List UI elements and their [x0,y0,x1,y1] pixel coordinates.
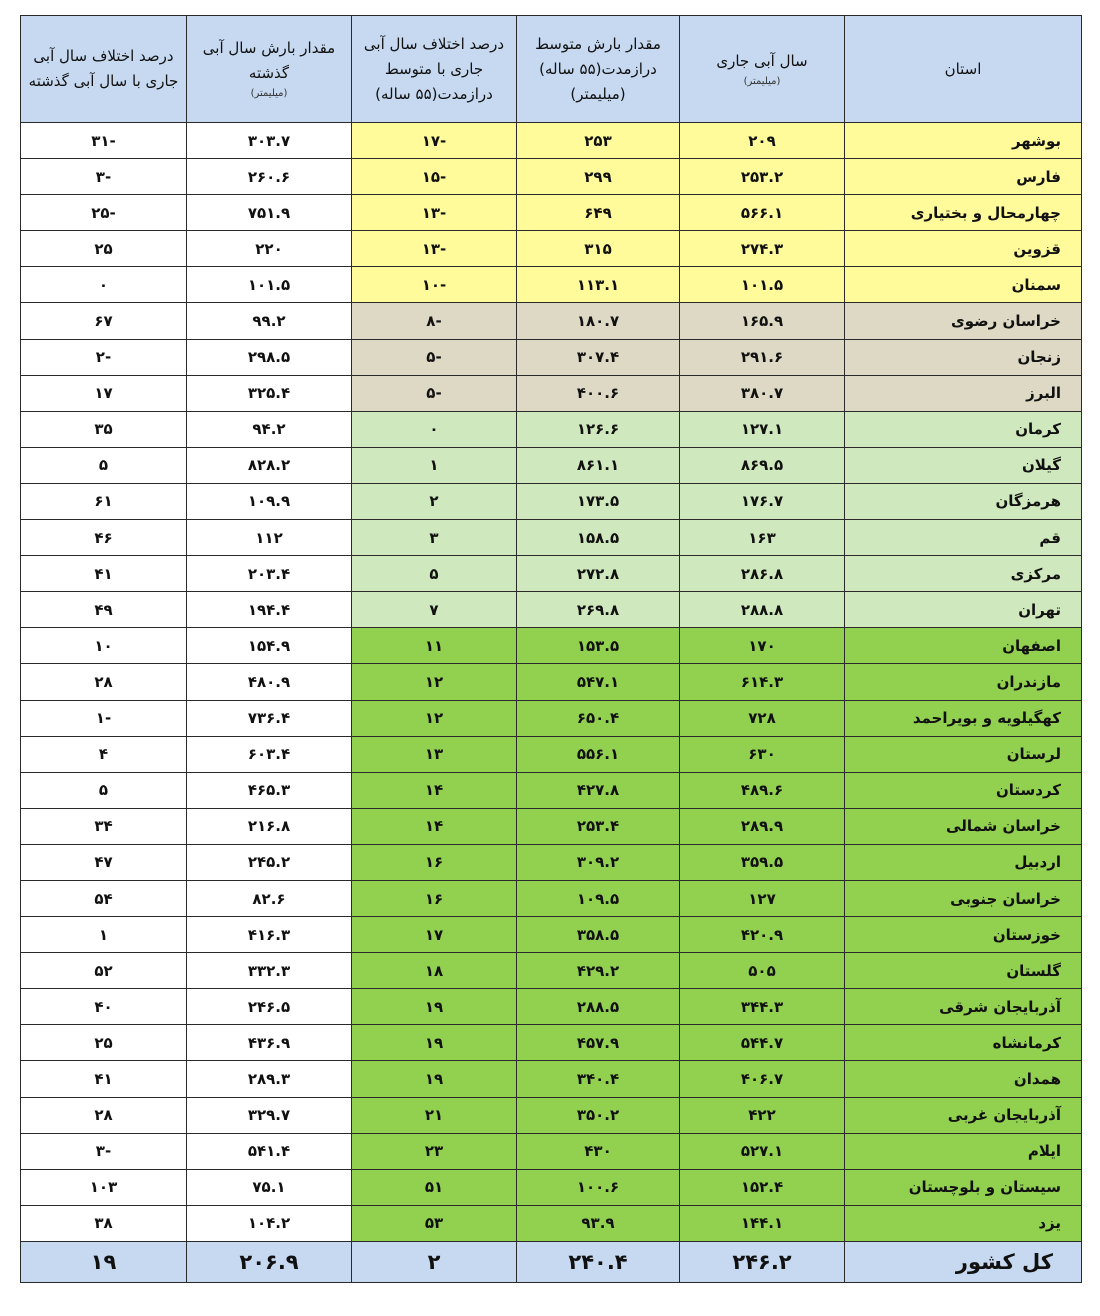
cell-diff-longterm: ۱۱ [352,628,517,664]
cell-current-year: ۴۲۰.۹ [680,917,845,953]
table-body [21,123,1082,1283]
cell-province: سیستان و بلوچستان [845,1169,1082,1205]
cell-last-year: ۱۰۱.۵ [187,267,352,303]
cell-province: بوشهر [845,123,1082,159]
cell-last-year: ۵۴۱.۴ [187,1133,352,1169]
table-row [21,628,1082,664]
cell-province: مرکزی [845,556,1082,592]
cell-diff-longterm: -۱۳ [352,195,517,231]
table-row [21,411,1082,447]
table-row [21,1025,1082,1061]
cell-current-year: ۸۶۹.۵ [680,447,845,483]
cell-longterm: ۴۲۹.۲ [517,953,680,989]
table-row [21,664,1082,700]
table-row [21,1061,1082,1097]
cell-province: کردستان [845,772,1082,808]
cell-last-year: ۲۴۶.۵ [187,989,352,1025]
header-province: استان [845,16,1082,123]
cell-last-year: ۱۰۹.۹ [187,483,352,519]
header-row [21,16,1082,123]
cell-current-year: ۱۷۶.۷ [680,483,845,519]
cell-diff-longterm: ۱۲ [352,700,517,736]
table-row [21,880,1082,916]
cell-longterm: ۵۴۷.۱ [517,664,680,700]
cell-last-year: ۳۲۵.۴ [187,375,352,411]
cell-longterm: ۱۰۰.۶ [517,1169,680,1205]
cell-longterm: ۱۵۳.۵ [517,628,680,664]
cell-diff-last-year: ۱۰ [21,628,187,664]
cell-last-year: ۲۴۵.۲ [187,844,352,880]
cell-longterm: ۳۱۵ [517,231,680,267]
table-row [21,375,1082,411]
cell-current-year: ۲۰۹ [680,123,845,159]
cell-diff-longterm: ۲۳ [352,1133,517,1169]
cell-current-year: ۱۷۰ [680,628,845,664]
cell-diff-last-year: ۴۶ [21,520,187,556]
cell-current-year: ۷۲۸ [680,700,845,736]
cell-current-year: ۲۵۳.۲ [680,159,845,195]
table-row [21,159,1082,195]
cell-current-year: ۴۰۶.۷ [680,1061,845,1097]
cell-current-year: ۶۳۰ [680,736,845,772]
cell-last-year: ۱۹۴.۴ [187,592,352,628]
cell-last-year: ۸۲۸.۲ [187,447,352,483]
cell-longterm: ۲۵۳.۴ [517,808,680,844]
cell-province: آذربایجان شرقی [845,989,1082,1025]
cell-diff-last-year: ۴۱ [21,556,187,592]
cell-diff-longterm: ۱۹ [352,989,517,1025]
cell-longterm: ۲۹۹ [517,159,680,195]
cell-longterm: ۳۵۸.۵ [517,917,680,953]
cell-diff-longterm: ۱۴ [352,808,517,844]
cell-diff-longterm: ۲۱ [352,1097,517,1133]
cell-diff-longterm: -۱۳ [352,231,517,267]
cell-diff-longterm: ۰ [352,411,517,447]
cell-diff-longterm: ۱۶ [352,880,517,916]
cell-diff-longterm: ۱۹ [352,1061,517,1097]
cell-last-year: ۸۲.۶ [187,880,352,916]
table-row [21,808,1082,844]
cell-province: فارس [845,159,1082,195]
cell-diff-last-year: ۲۵ [21,231,187,267]
cell-diff-longterm: -۸ [352,303,517,339]
total-row [21,1241,1082,1282]
cell-province: همدان [845,1061,1082,1097]
cell-diff-longterm: ۵ [352,556,517,592]
cell-diff-last-year: -۲ [21,339,187,375]
cell-last-year: ۴۱۶.۳ [187,917,352,953]
cell-longterm: ۲۵۳ [517,123,680,159]
table-row [21,700,1082,736]
cell-last-year: ۱۵۴.۹ [187,628,352,664]
cell-diff-last-year: ۴۷ [21,844,187,880]
total-cell-province: کل کشور [845,1241,1082,1282]
cell-diff-last-year: ۲۵ [21,1025,187,1061]
cell-province: خراسان رضوی [845,303,1082,339]
cell-province: لرستان [845,736,1082,772]
cell-longterm: ۳۴۰.۴ [517,1061,680,1097]
cell-current-year: ۶۱۴.۳ [680,664,845,700]
cell-diff-last-year: -۲۵ [21,195,187,231]
table-row [21,556,1082,592]
cell-diff-last-year: ۰ [21,267,187,303]
cell-diff-longterm: ۵۳ [352,1205,517,1241]
cell-diff-last-year: ۲۸ [21,1097,187,1133]
cell-diff-longterm: ۱۷ [352,917,517,953]
table-row [21,447,1082,483]
cell-province: کرمانشاه [845,1025,1082,1061]
cell-diff-last-year: ۳۴ [21,808,187,844]
total-cell-current-year: ۲۴۶.۲ [680,1241,845,1282]
cell-province: آذربایجان غربی [845,1097,1082,1133]
table-row [21,592,1082,628]
table-row [21,195,1082,231]
cell-longterm: ۱۱۳.۱ [517,267,680,303]
cell-diff-last-year: ۵۲ [21,953,187,989]
cell-last-year: ۳۰۳.۷ [187,123,352,159]
cell-current-year: ۵۲۷.۱ [680,1133,845,1169]
cell-longterm: ۴۳۰ [517,1133,680,1169]
cell-current-year: ۲۷۴.۳ [680,231,845,267]
precipitation-table [20,15,1082,1283]
cell-diff-longterm: ۱۶ [352,844,517,880]
cell-current-year: ۱۶۳ [680,520,845,556]
cell-current-year: ۲۸۸.۸ [680,592,845,628]
cell-diff-longterm: ۷ [352,592,517,628]
cell-current-year: ۴۸۹.۶ [680,772,845,808]
cell-province: مازندران [845,664,1082,700]
cell-last-year: ۳۳۲.۳ [187,953,352,989]
table-row [21,844,1082,880]
cell-province: هرمزگان [845,483,1082,519]
cell-province: خوزستان [845,917,1082,953]
total-cell-last-year: ۲۰۶.۹ [187,1241,352,1282]
cell-diff-last-year: ۱۰۳ [21,1169,187,1205]
cell-last-year: ۹۹.۲ [187,303,352,339]
header-current-year: سال آبی جاری (میلیمتر) [680,16,845,123]
cell-longterm: ۳۰۷.۴ [517,339,680,375]
cell-last-year: ۲۸۹.۳ [187,1061,352,1097]
cell-last-year: ۷۳۶.۴ [187,700,352,736]
cell-diff-last-year: ۳۸ [21,1205,187,1241]
cell-current-year: ۳۸۰.۷ [680,375,845,411]
total-cell-diff-last-year: ۱۹ [21,1241,187,1282]
cell-longterm: ۱۰۹.۵ [517,880,680,916]
cell-province: یزد [845,1205,1082,1241]
cell-diff-last-year: ۱ [21,917,187,953]
table-row [21,231,1082,267]
cell-diff-last-year: ۴۹ [21,592,187,628]
cell-diff-last-year: ۴۰ [21,989,187,1025]
cell-province: تهران [845,592,1082,628]
cell-diff-last-year: ۴۱ [21,1061,187,1097]
table-row [21,1133,1082,1169]
cell-current-year: ۲۹۱.۶ [680,339,845,375]
cell-current-year: ۴۲۲ [680,1097,845,1133]
table-row [21,1169,1082,1205]
cell-diff-longterm: ۲ [352,483,517,519]
cell-last-year: ۳۲۹.۷ [187,1097,352,1133]
cell-diff-longterm: -۱۵ [352,159,517,195]
header-last-year: مقدار بارش سال آبی گذشته (میلیمتر) [187,16,352,123]
table-row [21,303,1082,339]
cell-last-year: ۱۱۲ [187,520,352,556]
cell-longterm: ۳۰۹.۲ [517,844,680,880]
cell-diff-last-year: -۱ [21,700,187,736]
cell-diff-longterm: -۱۰ [352,267,517,303]
cell-diff-last-year: ۵ [21,447,187,483]
cell-current-year: ۲۸۹.۹ [680,808,845,844]
cell-last-year: ۱۰۴.۲ [187,1205,352,1241]
cell-last-year: ۲۲۰ [187,231,352,267]
table-row [21,917,1082,953]
cell-longterm: ۸۶۱.۱ [517,447,680,483]
cell-current-year: ۵۴۴.۷ [680,1025,845,1061]
cell-diff-last-year: -۳۱ [21,123,187,159]
cell-diff-last-year: ۴ [21,736,187,772]
cell-longterm: ۲۶۹.۸ [517,592,680,628]
cell-longterm: ۴۰۰.۶ [517,375,680,411]
cell-current-year: ۵۰۵ [680,953,845,989]
cell-province: اردبیل [845,844,1082,880]
cell-current-year: ۱۵۲.۴ [680,1169,845,1205]
cell-longterm: ۹۳.۹ [517,1205,680,1241]
header-diff-last-year: درصد اختلاف سال آبی جاری با سال آبی گذشته [21,16,187,123]
cell-diff-last-year: ۶۱ [21,483,187,519]
cell-last-year: ۹۴.۲ [187,411,352,447]
cell-diff-last-year: ۳۵ [21,411,187,447]
table-row [21,1097,1082,1133]
cell-longterm: ۳۵۰.۲ [517,1097,680,1133]
cell-diff-last-year: ۵۴ [21,880,187,916]
cell-diff-last-year: ۲۸ [21,664,187,700]
table-row [21,339,1082,375]
cell-longterm: ۴۲۷.۸ [517,772,680,808]
cell-current-year: ۱۲۷ [680,880,845,916]
cell-current-year: ۱۴۴.۱ [680,1205,845,1241]
cell-province: خراسان جنوبی [845,880,1082,916]
table-row [21,989,1082,1025]
cell-current-year: ۱۰۱.۵ [680,267,845,303]
total-cell-longterm: ۲۴۰.۴ [517,1241,680,1282]
cell-province: گلستان [845,953,1082,989]
cell-current-year: ۱۶۵.۹ [680,303,845,339]
table-row [21,736,1082,772]
cell-current-year: ۵۶۶.۱ [680,195,845,231]
cell-longterm: ۲۸۸.۵ [517,989,680,1025]
cell-current-year: ۳۴۴.۳ [680,989,845,1025]
table-row [21,267,1082,303]
cell-diff-last-year: -۳ [21,159,187,195]
table-row [21,953,1082,989]
table-row [21,772,1082,808]
cell-longterm: ۶۴۹ [517,195,680,231]
cell-last-year: ۶۰۳.۴ [187,736,352,772]
cell-province: سمنان [845,267,1082,303]
cell-last-year: ۴۶۵.۳ [187,772,352,808]
cell-longterm: ۵۵۶.۱ [517,736,680,772]
cell-province: قزوین [845,231,1082,267]
cell-diff-longterm: -۵ [352,375,517,411]
cell-diff-longterm: -۵ [352,339,517,375]
header-longterm: مقدار بارش متوسط درازمدت(۵۵ ساله) (میلیمتر) [517,16,680,123]
cell-last-year: ۷۵۱.۹ [187,195,352,231]
cell-province: کرمان [845,411,1082,447]
cell-diff-longterm: ۱۲ [352,664,517,700]
cell-province: خراسان شمالی [845,808,1082,844]
total-cell-diff-longterm: ۲ [352,1241,517,1282]
cell-diff-longterm: ۱۹ [352,1025,517,1061]
cell-last-year: ۲۹۸.۵ [187,339,352,375]
cell-province: قم [845,520,1082,556]
cell-province: زنجان [845,339,1082,375]
cell-longterm: ۱۷۳.۵ [517,483,680,519]
cell-last-year: ۷۵.۱ [187,1169,352,1205]
cell-longterm: ۲۷۲.۸ [517,556,680,592]
cell-diff-last-year: ۱۷ [21,375,187,411]
cell-diff-last-year: ۵ [21,772,187,808]
cell-diff-last-year: ۶۷ [21,303,187,339]
cell-province: اصفهان [845,628,1082,664]
cell-diff-longterm: ۱۳ [352,736,517,772]
cell-province: چهارمحال و بختیاری [845,195,1082,231]
cell-longterm: ۱۲۶.۶ [517,411,680,447]
cell-longterm: ۶۵۰.۴ [517,700,680,736]
cell-diff-longterm: ۱ [352,447,517,483]
cell-diff-longterm: ۵۱ [352,1169,517,1205]
cell-longterm: ۱۸۰.۷ [517,303,680,339]
cell-province: البرز [845,375,1082,411]
cell-current-year: ۳۵۹.۵ [680,844,845,880]
cell-longterm: ۱۵۸.۵ [517,520,680,556]
table-row [21,1205,1082,1241]
cell-diff-longterm: ۳ [352,520,517,556]
cell-last-year: ۴۳۶.۹ [187,1025,352,1061]
table-row [21,520,1082,556]
table-row [21,483,1082,519]
cell-longterm: ۴۵۷.۹ [517,1025,680,1061]
cell-last-year: ۲۱۶.۸ [187,808,352,844]
cell-diff-longterm: ۱۸ [352,953,517,989]
cell-diff-longterm: -۱۷ [352,123,517,159]
header-diff-longterm: درصد اختلاف سال آبی جاری با متوسط درازمدت(۵۵ ساله) [352,16,517,123]
cell-diff-last-year: -۳ [21,1133,187,1169]
cell-province: ایلام [845,1133,1082,1169]
cell-current-year: ۱۲۷.۱ [680,411,845,447]
cell-last-year: ۲۶۰.۶ [187,159,352,195]
cell-diff-longterm: ۱۴ [352,772,517,808]
table-row [21,123,1082,159]
cell-province: کهگیلویه و بویراحمد [845,700,1082,736]
cell-current-year: ۲۸۶.۸ [680,556,845,592]
cell-last-year: ۲۰۳.۴ [187,556,352,592]
cell-province: گیلان [845,447,1082,483]
cell-last-year: ۴۸۰.۹ [187,664,352,700]
